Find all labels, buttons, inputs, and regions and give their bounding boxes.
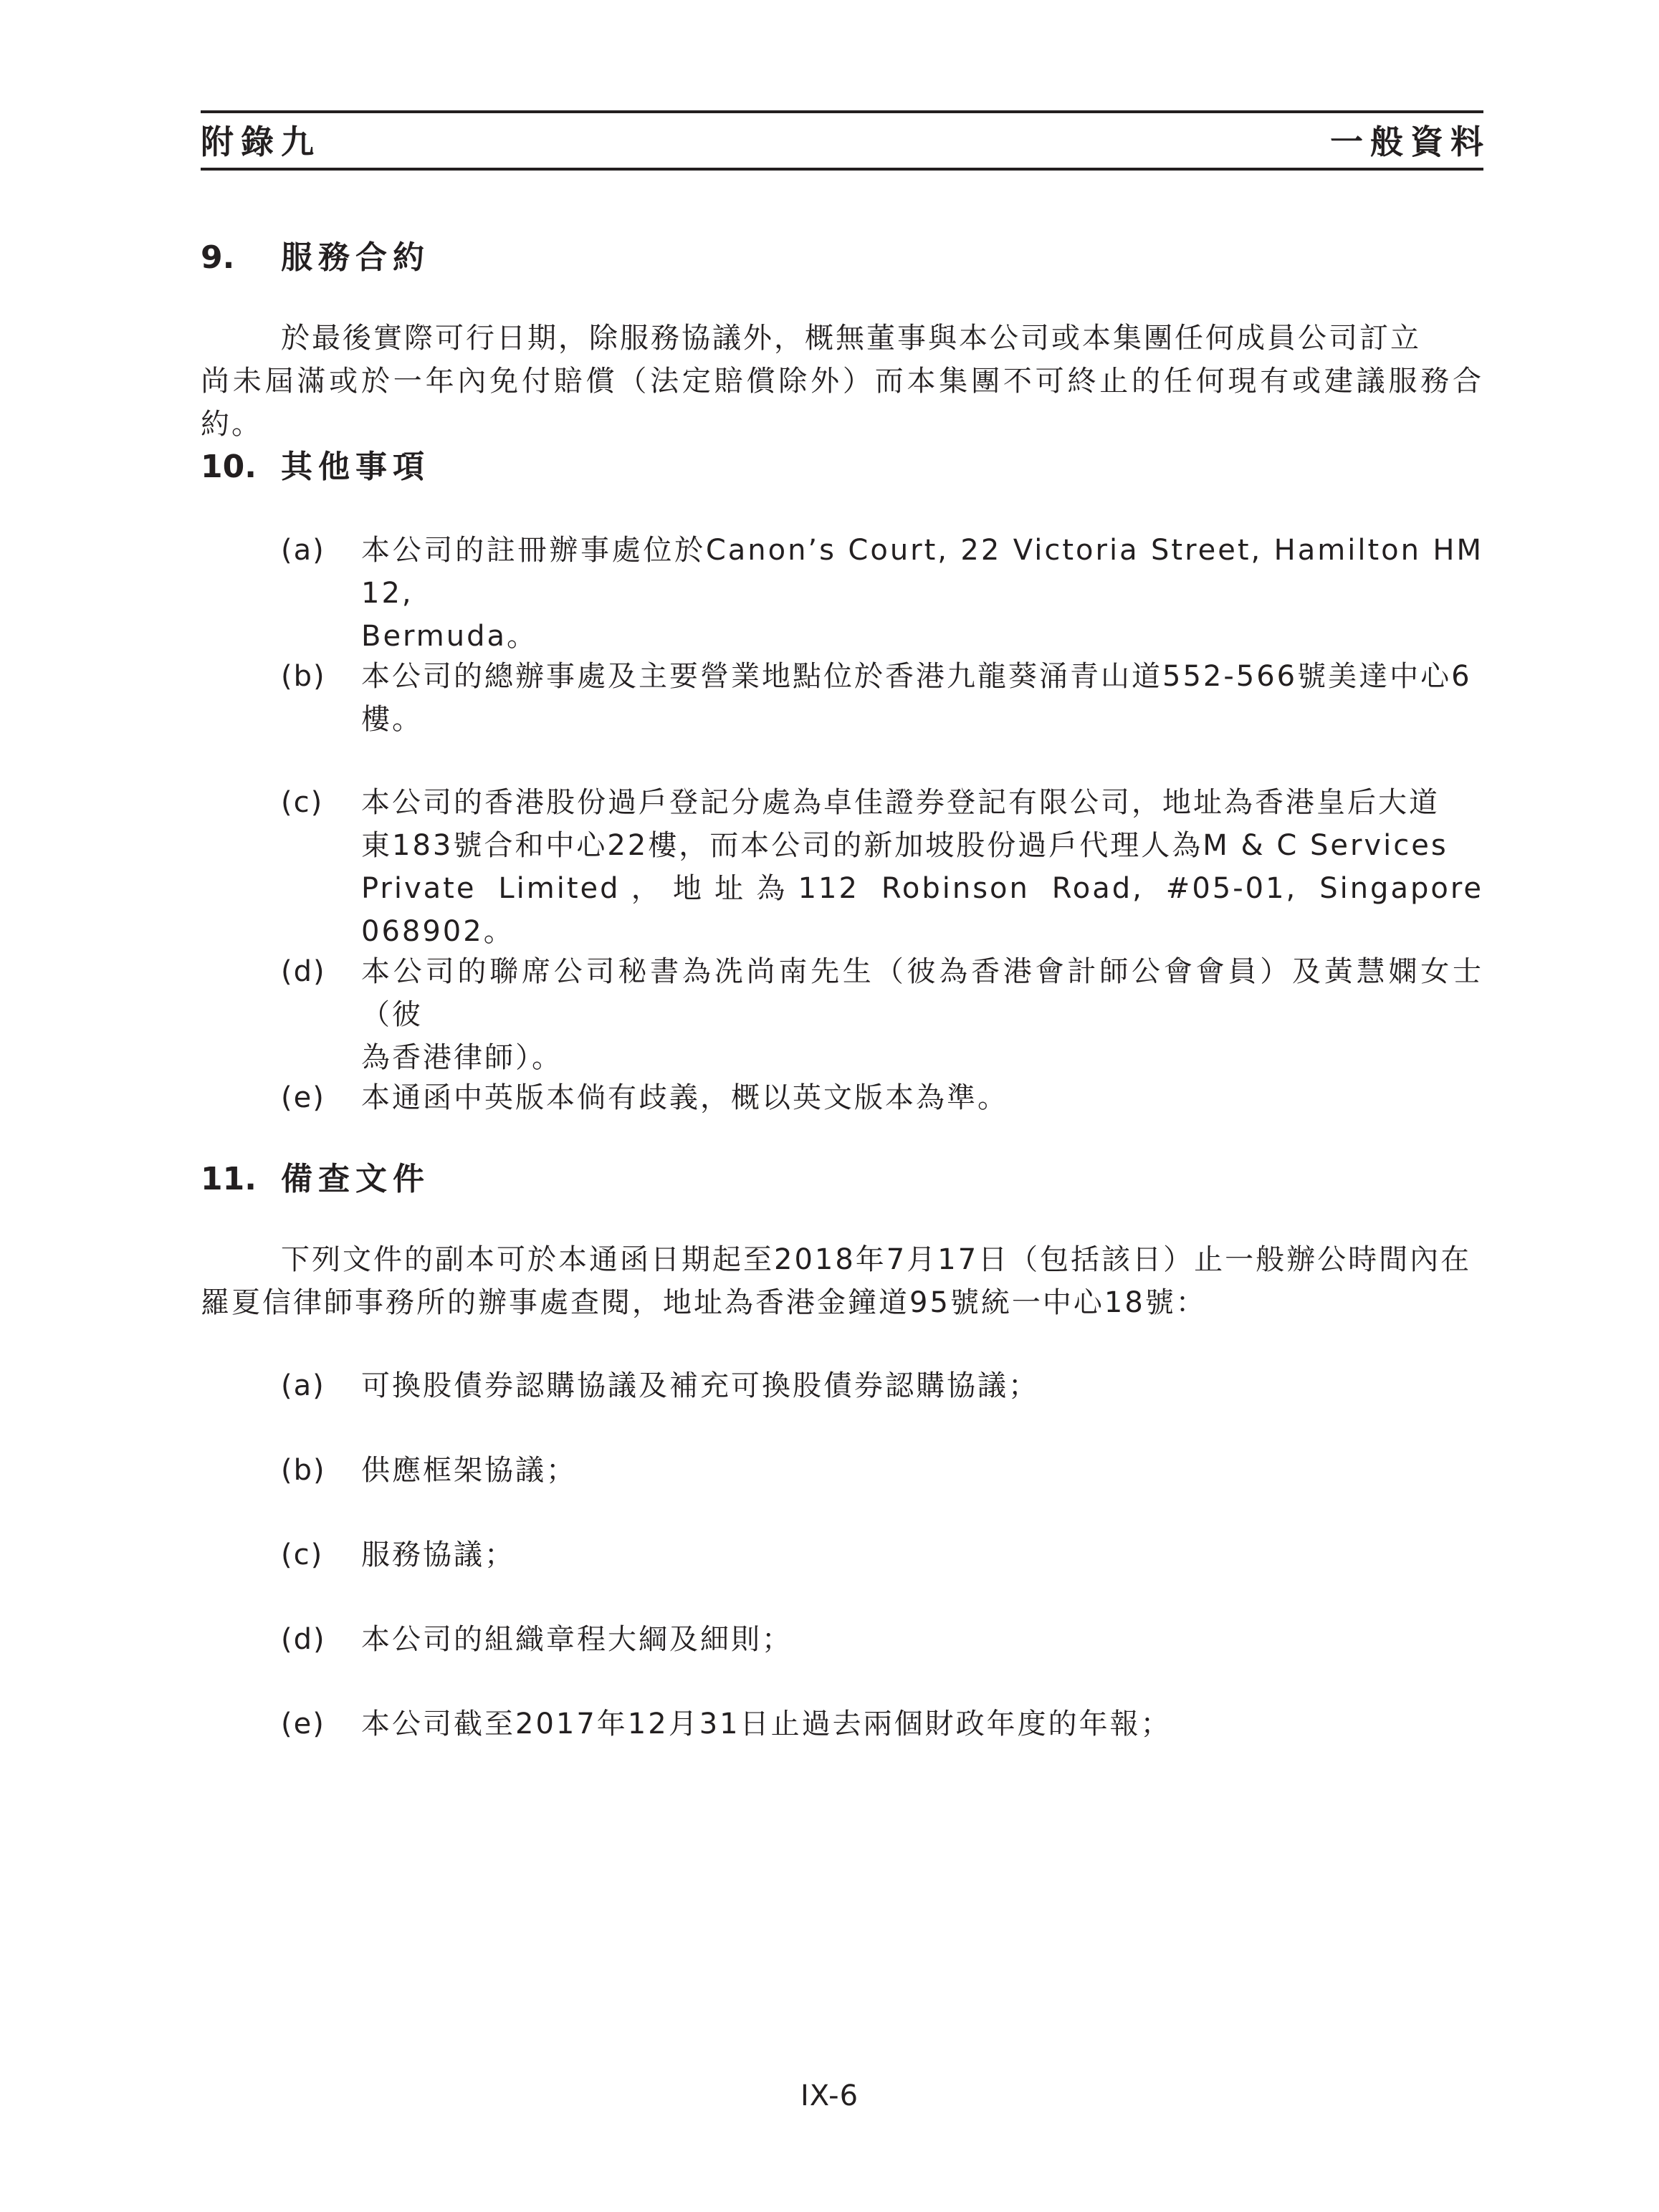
list-item-text: 本公司的組織章程大綱及細則； xyxy=(361,1623,793,1656)
list-item xyxy=(281,1703,1483,1746)
section-title: 備查文件 xyxy=(281,1161,430,1197)
page-number: IX-6 xyxy=(800,2079,859,2112)
list-item xyxy=(281,1449,1483,1492)
list-item-label: (e) xyxy=(281,1081,325,1114)
appendix-subject: 一般資料 xyxy=(1330,123,1491,161)
section-paragraph: 下列文件的副本可於本通函日期起至2018年7月17日（包括該日）止一般辦公時間內在 羅夏信律師事務所的辦事處查閱，地址為香港金鐘道95號統一中心18號： xyxy=(201,1243,1472,1319)
list-item xyxy=(281,950,1483,1079)
list-item xyxy=(281,1533,1483,1576)
list-item-text: 本公司截至2017年12月31日止過去兩個財政年度的年報； xyxy=(361,1708,1172,1741)
section-number: 10. xyxy=(201,449,257,485)
list-item-label: (b) xyxy=(281,1454,326,1487)
section-number: 11. xyxy=(201,1161,257,1197)
page-header xyxy=(201,110,1491,171)
list-item-text: 本通函中英版本倘有歧義，概以英文版本為準。 xyxy=(361,1081,1008,1114)
list-item xyxy=(281,529,1483,658)
section-heading xyxy=(201,447,430,487)
list-item xyxy=(281,1364,1483,1407)
list-item-label: (b) xyxy=(281,660,326,693)
list-item-label: (a) xyxy=(281,1369,325,1402)
section-paragraph: 於最後實際可行日期，除服務協議外，概無董事與本公司或本集團任何成員公司訂立 尚未屆滿或於一年內免付賠償（法定賠償除外）而本集團不可終止的任何現有或建議服務合約。 xyxy=(201,322,1483,441)
list-item xyxy=(281,781,1483,953)
list-item-label: (c) xyxy=(281,786,324,819)
list-item-text: 本公司的註冊辦事處位於Canon’s Court, 22 Victoria Street, Hamilton HM 12, Bermuda。 xyxy=(361,534,1483,653)
appendix-title: 附錄九 xyxy=(201,123,321,161)
list-item-text: 服務協議； xyxy=(361,1538,515,1571)
list-item-text: 本公司的香港股份過戶登記分處為卓佳證券登記有限公司，地址為香港皇后大道 東183號合和中心22樓，而本公司的新加坡股份過戶代理人為M & C Services Private Limited，地址為112 Robinson Road, #05-01, Singapore 068902。 xyxy=(361,786,1483,948)
section-heading xyxy=(201,238,430,278)
list-item-text: 本公司的聯席公司秘書為冼尚南先生（彼為香港會計師公會會員）及黃慧嫻女士（彼 為香港律師）。 xyxy=(361,955,1483,1074)
list-item xyxy=(281,1076,1483,1119)
list-item-text: 供應框架協議； xyxy=(361,1454,577,1487)
list-item-label: (d) xyxy=(281,955,326,988)
list-item-label: (e) xyxy=(281,1708,325,1741)
list-item-text: 可換股債券認購協議及補充可換股債券認購協議； xyxy=(361,1369,1039,1402)
section-number: 9. xyxy=(201,239,235,276)
list-item-label: (c) xyxy=(281,1538,324,1571)
section-heading xyxy=(201,1159,430,1200)
section-title: 服務合約 xyxy=(281,239,430,276)
list-item-label: (d) xyxy=(281,1623,326,1656)
list-item-text: 本公司的總辦事處及主要營業地點位於香港九龍葵涌青山道552-566號美達中心6 樓。 xyxy=(361,660,1472,736)
section-title: 其他事項 xyxy=(281,449,430,485)
list-item xyxy=(281,1618,1483,1661)
list-item xyxy=(281,655,1483,741)
list-item-label: (a) xyxy=(281,534,325,567)
